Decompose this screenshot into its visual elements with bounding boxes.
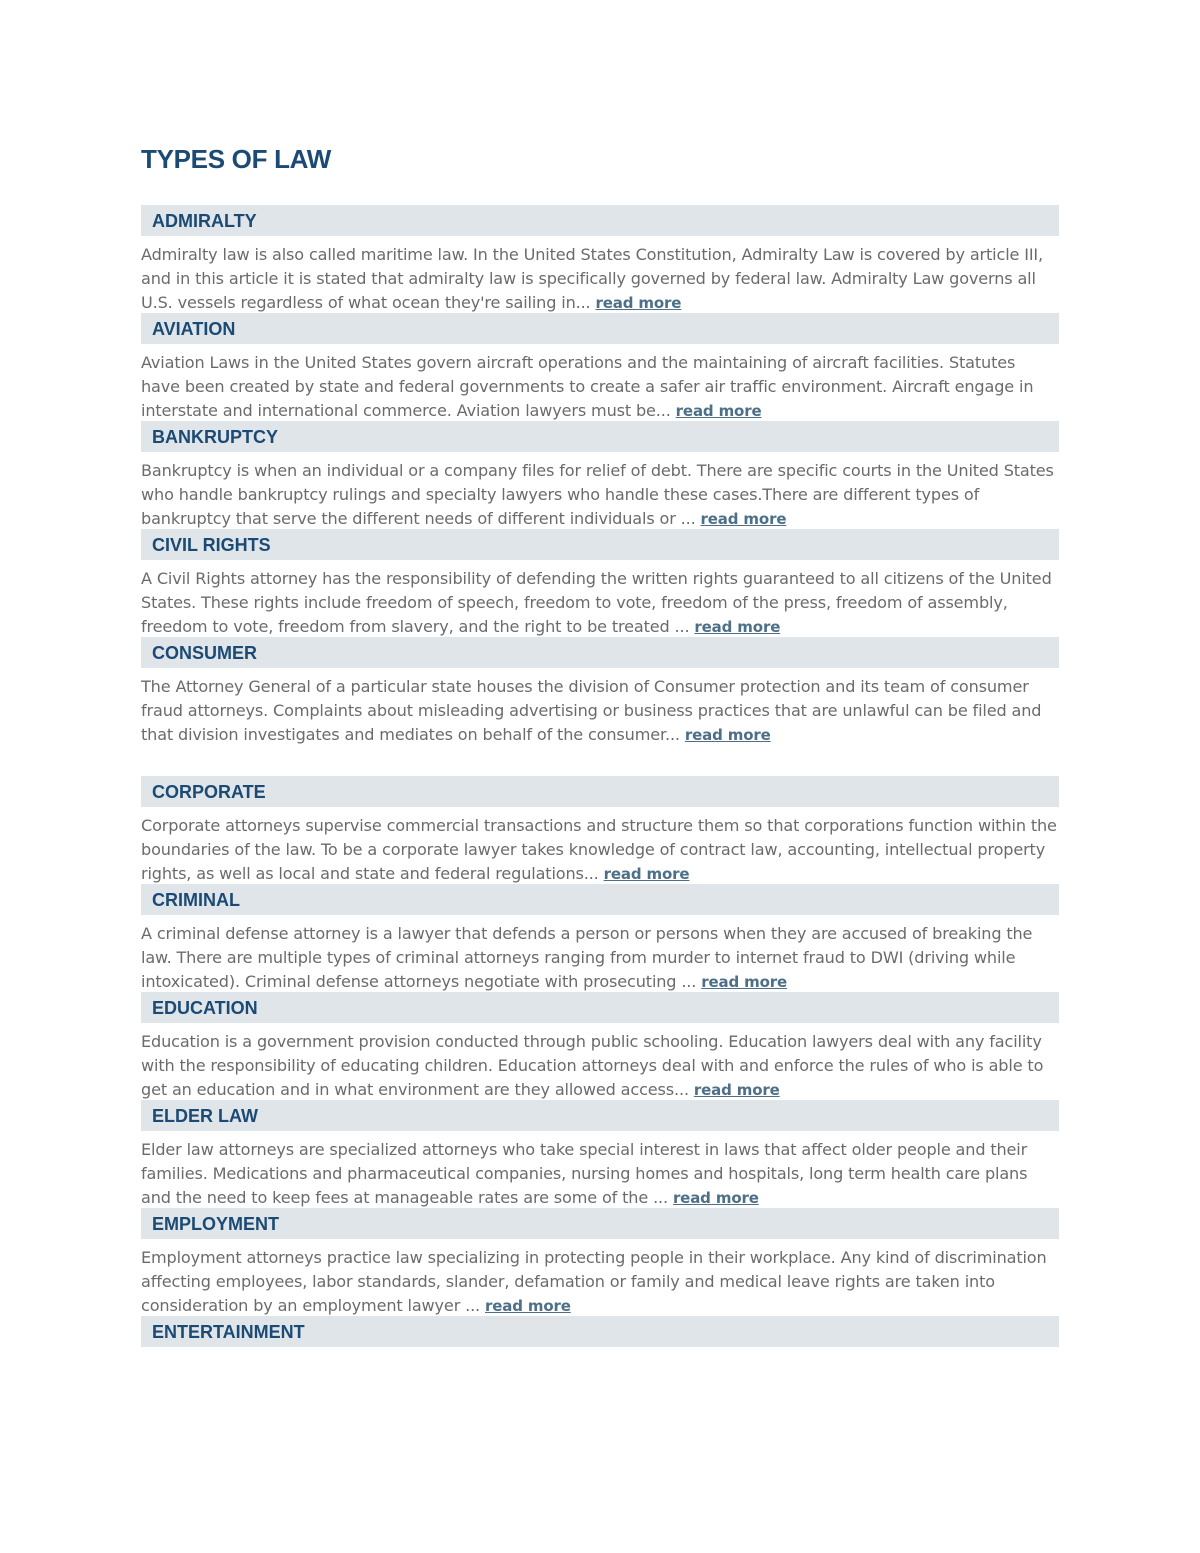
section-heading: ELDER LAW: [141, 1100, 1059, 1131]
section-text: A Civil Rights attorney has the responsibility of defending the written rights guaranteed to all citizens of the United States. These rights include freedom of speech, freedom to vote, freedom of the press, freedom of assembly, freedom to vote, freedom from slavery, and the right to be treated ...: [141, 569, 1052, 636]
law-section-admiralty: [141, 205, 1059, 313]
law-section-civil-rights: [141, 529, 1059, 637]
law-section-bankruptcy: [141, 421, 1059, 529]
section-text: Corporate attorneys supervise commercial transactions and structure them so that corporations function within the boundaries of the law. To be a corporate lawyer takes knowledge of contract law, accounting, intellectual property rights, as well as local and state and federal regulations...: [141, 816, 1057, 883]
section-description: [141, 1131, 1059, 1208]
section-text: Education is a government provision conducted through public schooling. Education lawyers deal with any facility with the responsibility of educating children. Education attorneys deal with and enforce the rules of who is able to get an education and in what environment are they allowed access...: [141, 1032, 1044, 1099]
section-description: [141, 915, 1059, 992]
law-section-consumer: [141, 637, 1059, 776]
read-more-link[interactable]: read more: [694, 618, 781, 636]
read-more-link[interactable]: read more: [684, 726, 771, 744]
read-more-link[interactable]: read more: [595, 294, 682, 312]
section-text: Elder law attorneys are specialized attorneys who take special interest in laws that affect older people and their families. Medications and pharmaceutical companies, nursing homes and hospitals, long term health care plans and the need to keep fees at manageable rates are some of the ...: [141, 1140, 1028, 1207]
law-section-elder-law: [141, 1100, 1059, 1208]
section-heading: CIVIL RIGHTS: [141, 529, 1059, 560]
read-more-link[interactable]: read more: [675, 402, 762, 420]
section-text: Bankruptcy is when an individual or a company files for relief of debt. There are specific courts in the United States who handle bankruptcy rulings and specialty lawyers who handle these cases.There are different types of bankruptcy that serve the different needs of different individuals or ...: [141, 461, 1054, 528]
read-more-link[interactable]: read more: [485, 1297, 571, 1315]
law-section-criminal: [141, 884, 1059, 992]
section-heading: CRIMINAL: [141, 884, 1059, 915]
section-description: [141, 807, 1059, 884]
section-heading: ADMIRALTY: [141, 205, 1059, 236]
section-description: [141, 344, 1059, 421]
law-section-entertainment: [141, 1316, 1059, 1347]
section-description: [141, 560, 1059, 637]
law-section-corporate: [141, 776, 1059, 884]
read-more-link[interactable]: read more: [603, 865, 690, 883]
section-description: [141, 452, 1059, 529]
section-description: [141, 1023, 1059, 1100]
law-type-list: [141, 205, 1059, 1347]
read-more-link[interactable]: read more: [693, 1081, 780, 1099]
law-section-employment: [141, 1208, 1059, 1316]
section-description: [141, 1239, 1059, 1316]
section-heading: CONSUMER: [141, 637, 1059, 668]
section-heading: AVIATION: [141, 313, 1059, 344]
page-title: TYPES OF LAW: [141, 144, 331, 174]
section-heading: EMPLOYMENT: [141, 1208, 1059, 1239]
read-more-link[interactable]: read more: [672, 1189, 759, 1207]
section-text: The Attorney General of a particular state houses the division of Consumer protection and its team of consumer fraud attorneys. Complaints about misleading advertising or business practices that are unlawful can be filed and that division investigates and mediates on behalf of the consumer...: [141, 677, 1042, 744]
section-heading: CORPORATE: [141, 776, 1059, 807]
section-text: Employment attorneys practice law specializing in protecting people in their workplace. Any kind of discrimination affecting employees, labor standards, slander, defamation or family and medical leave rights are taken into consideration by an employment lawyer ...: [141, 1248, 1047, 1315]
section-heading: BANKRUPTCY: [141, 421, 1059, 452]
document-page: [141, 141, 1059, 1347]
section-text: Admiralty law is also called maritime law. In the United States Constitution, Admiralty Law is covered by article III, and in this article it is stated that admiralty law is specifically governed by federal law. Admiralty Law governs all U.S. vessels regardless of what ocean they're sailing in...: [141, 245, 1043, 312]
section-description: [141, 236, 1059, 313]
law-section-aviation: [141, 313, 1059, 421]
read-more-link[interactable]: read more: [701, 973, 788, 991]
section-text: A criminal defense attorney is a lawyer that defends a person or persons when they are accused of breaking the law. There are multiple types of criminal attorneys ranging from murder to internet fraud to DWI (driving while intoxicated). Criminal defense attorneys negotiate with prosecuting ...: [141, 924, 1033, 991]
section-text: Aviation Laws in the United States govern aircraft operations and the maintaining of aircraft facilities. Statutes have been created by state and federal governments to create a safer air traffic environment. Aircraft engage in interstate and international commerce. Aviation lawyers must be...: [141, 353, 1034, 420]
section-heading: ENTERTAINMENT: [141, 1316, 1059, 1347]
section-heading: EDUCATION: [141, 992, 1059, 1023]
section-description: [141, 668, 1059, 776]
law-section-education: [141, 992, 1059, 1100]
read-more-link[interactable]: read more: [700, 510, 787, 528]
